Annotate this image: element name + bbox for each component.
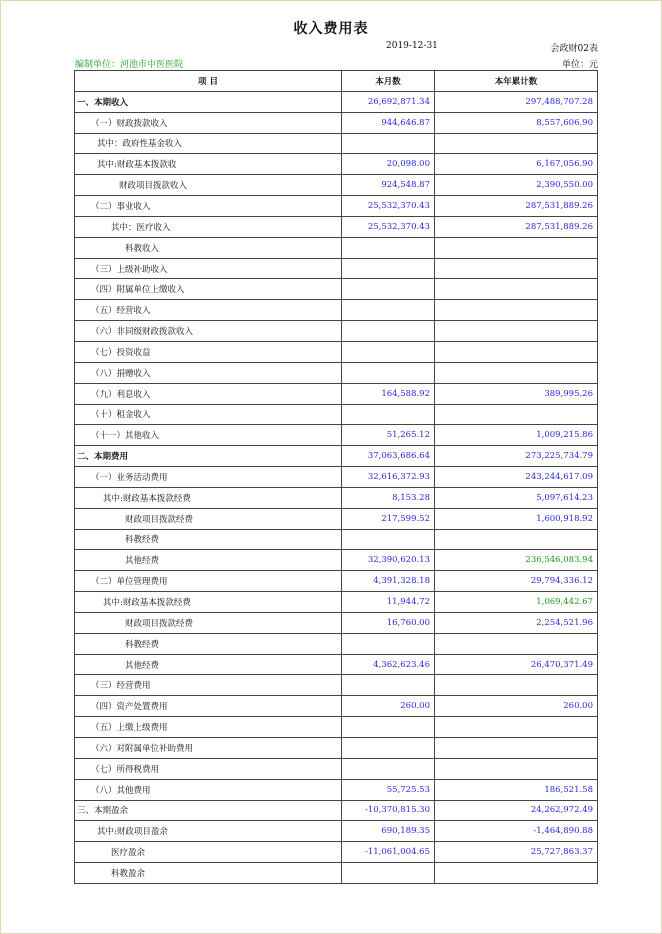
row-item-label: （八）其他费用 [75, 779, 342, 800]
row-item-label: （五）上缴上级费用 [75, 717, 342, 738]
row-year-value [435, 529, 598, 550]
row-month-value [342, 738, 435, 759]
row-year-value [435, 863, 598, 884]
row-item-label: 其中:财政项目盈余 [75, 821, 342, 842]
row-item-label: （六）非同级财政拨款收入 [75, 321, 342, 342]
table-row [75, 863, 598, 884]
row-year-value: 6,167,056.90 [435, 154, 598, 175]
row-month-value: 55,725.53 [342, 779, 435, 800]
row-month-value: 25,532,370.43 [342, 216, 435, 237]
column-header-year: 本年累计数 [435, 71, 598, 92]
table-row [75, 696, 598, 717]
row-year-value: 1,600,918.92 [435, 508, 598, 529]
row-year-value: 24,262,972.49 [435, 800, 598, 821]
row-item-label: 三、本期盈余 [75, 800, 342, 821]
row-year-value: 236,546,083.94 [435, 550, 598, 571]
row-year-value [435, 758, 598, 779]
table-row [75, 821, 598, 842]
row-month-value: -11,061,004.65 [342, 842, 435, 863]
row-item-label: （十）租金收入 [75, 404, 342, 425]
table-row [75, 258, 598, 279]
row-month-value: 32,390,620.13 [342, 550, 435, 571]
table-row [75, 467, 598, 488]
row-item-label: 其他经费 [75, 654, 342, 675]
report-date: 2019-12-31 [386, 41, 438, 51]
row-year-value: 26,470,371.49 [435, 654, 598, 675]
row-item-label: 科教经费 [75, 633, 342, 654]
table-row [75, 237, 598, 258]
table-row [75, 196, 598, 217]
row-item-label: （七）投资收益 [75, 341, 342, 362]
table-row [75, 362, 598, 383]
row-month-value [342, 633, 435, 654]
table-row [75, 91, 598, 112]
row-month-value: 164,588.92 [342, 383, 435, 404]
row-month-value [342, 675, 435, 696]
row-month-value: 944,646.87 [342, 112, 435, 133]
currency-unit: 单位：元 [561, 60, 598, 70]
row-year-value [435, 300, 598, 321]
table-row [75, 571, 598, 592]
row-month-value [342, 758, 435, 779]
preparing-unit: 编制单位：河池市中医医院 [75, 60, 184, 70]
row-item-label: （四）资产处置费用 [75, 696, 342, 717]
row-item-label: 其他经费 [75, 550, 342, 571]
row-month-value: 690,189.35 [342, 821, 435, 842]
row-year-value: 25,727,863.37 [435, 842, 598, 863]
row-year-value [435, 404, 598, 425]
row-month-value: 260.00 [342, 696, 435, 717]
row-month-value [342, 321, 435, 342]
row-year-value: 5,097,614.23 [435, 487, 598, 508]
row-month-value: 217,599.52 [342, 508, 435, 529]
row-item-label: 医疗盈余 [75, 842, 342, 863]
table-row [75, 175, 598, 196]
table-row [75, 779, 598, 800]
row-month-value [342, 404, 435, 425]
form-code: 会政财02表 [550, 44, 598, 54]
row-month-value: 4,391,328.18 [342, 571, 435, 592]
row-year-value [435, 321, 598, 342]
row-item-label: （十一）其他收入 [75, 425, 342, 446]
row-item-label: 财政项目拨款收入 [75, 175, 342, 196]
row-item-label: 其中:财政基本拨款收 [75, 154, 342, 175]
row-month-value: 32,616,372.93 [342, 467, 435, 488]
table-row [75, 592, 598, 613]
row-year-value: -1,464,890.88 [435, 821, 598, 842]
row-year-value [435, 279, 598, 300]
row-year-value [435, 362, 598, 383]
row-item-label: 二、本期费用 [75, 446, 342, 467]
row-month-value: 16,760.00 [342, 612, 435, 633]
column-header-month: 本月数 [342, 71, 435, 92]
table-row [75, 654, 598, 675]
row-month-value: 924,548.87 [342, 175, 435, 196]
table-row [75, 633, 598, 654]
row-year-value: 1,069,442.67 [435, 592, 598, 613]
row-month-value [342, 863, 435, 884]
row-month-value [342, 133, 435, 154]
report-title: 收入费用表 [293, 21, 369, 37]
row-item-label: 其中：政府性基金收入 [75, 133, 342, 154]
table-row [75, 508, 598, 529]
row-month-value [342, 717, 435, 738]
row-month-value: 51,265.12 [342, 425, 435, 446]
row-item-label: 其中：医疗收入 [75, 216, 342, 237]
table-row [75, 279, 598, 300]
row-month-value: 20,098.00 [342, 154, 435, 175]
row-year-value: 186,521.58 [435, 779, 598, 800]
table-row [75, 487, 598, 508]
row-year-value: 273,225,734.79 [435, 446, 598, 467]
row-month-value [342, 362, 435, 383]
table-row [75, 717, 598, 738]
row-year-value [435, 237, 598, 258]
table-row [75, 612, 598, 633]
row-item-label: （七）所得税费用 [75, 758, 342, 779]
table-row [75, 216, 598, 237]
row-item-label: 科教收入 [75, 237, 342, 258]
row-year-value: 2,390,550.00 [435, 175, 598, 196]
row-item-label: （八）捐赠收入 [75, 362, 342, 383]
table-row [75, 425, 598, 446]
row-item-label: （一）业务活动费用 [75, 467, 342, 488]
row-item-label: 其中:财政基本拨款经费 [75, 592, 342, 613]
row-item-label: 财政项目拨款经费 [75, 508, 342, 529]
row-year-value [435, 633, 598, 654]
table-row [75, 112, 598, 133]
table-row [75, 321, 598, 342]
table-row [75, 550, 598, 571]
row-item-label: 财政项目拨款经费 [75, 612, 342, 633]
table-row [75, 800, 598, 821]
table-row [75, 133, 598, 154]
row-year-value: 287,531,889.26 [435, 216, 598, 237]
row-item-label: （四）附属单位上缴收入 [75, 279, 342, 300]
row-year-value: 243,244,617.09 [435, 467, 598, 488]
row-month-value [342, 279, 435, 300]
table-row [75, 300, 598, 321]
row-month-value [342, 300, 435, 321]
row-year-value: 8,557,606.90 [435, 112, 598, 133]
row-year-value [435, 341, 598, 362]
row-item-label: （九）利息收入 [75, 383, 342, 404]
table-row [75, 404, 598, 425]
row-year-value: 260.00 [435, 696, 598, 717]
row-month-value [342, 341, 435, 362]
row-item-label: （二）单位管理费用 [75, 571, 342, 592]
row-month-value: 11,944.72 [342, 592, 435, 613]
table-row [75, 529, 598, 550]
row-month-value [342, 258, 435, 279]
row-item-label: （二）事业收入 [75, 196, 342, 217]
row-year-value: 287,531,889.26 [435, 196, 598, 217]
row-month-value: 8,153.28 [342, 487, 435, 508]
table-row [75, 758, 598, 779]
row-item-label: （三）经营费用 [75, 675, 342, 696]
row-year-value [435, 717, 598, 738]
row-item-label: （三）上级补助收入 [75, 258, 342, 279]
row-year-value [435, 258, 598, 279]
row-year-value: 389,995.26 [435, 383, 598, 404]
row-item-label: 科教经费 [75, 529, 342, 550]
row-year-value: 2,254,521.96 [435, 612, 598, 633]
table-header-row [75, 71, 598, 92]
row-item-label: 一、本期收入 [75, 91, 342, 112]
row-item-label: （一）财政拨款收入 [75, 112, 342, 133]
table-row [75, 154, 598, 175]
row-year-value: 297,488,707.28 [435, 91, 598, 112]
row-month-value [342, 529, 435, 550]
column-header-item: 项 目 [75, 71, 342, 92]
row-item-label: 科教盈余 [75, 863, 342, 884]
income-expense-table [74, 70, 598, 884]
table-row [75, 341, 598, 362]
table-body [75, 91, 598, 883]
row-month-value: 4,362,623.46 [342, 654, 435, 675]
row-month-value: -10,370,815.30 [342, 800, 435, 821]
row-year-value [435, 738, 598, 759]
row-item-label: （五）经营收入 [75, 300, 342, 321]
table-row [75, 675, 598, 696]
table-row [75, 383, 598, 404]
row-year-value [435, 133, 598, 154]
table-row [75, 446, 598, 467]
row-year-value [435, 675, 598, 696]
row-item-label: （六）对附属单位补助费用 [75, 738, 342, 759]
table-row [75, 842, 598, 863]
row-year-value: 29,794,336.12 [435, 571, 598, 592]
row-month-value: 25,532,370.43 [342, 196, 435, 217]
row-month-value: 37,063,686.64 [342, 446, 435, 467]
row-month-value [342, 237, 435, 258]
row-year-value: 1,009,215.86 [435, 425, 598, 446]
row-item-label: 其中:财政基本拨款经费 [75, 487, 342, 508]
row-month-value: 26,692,871.34 [342, 91, 435, 112]
table-row [75, 738, 598, 759]
